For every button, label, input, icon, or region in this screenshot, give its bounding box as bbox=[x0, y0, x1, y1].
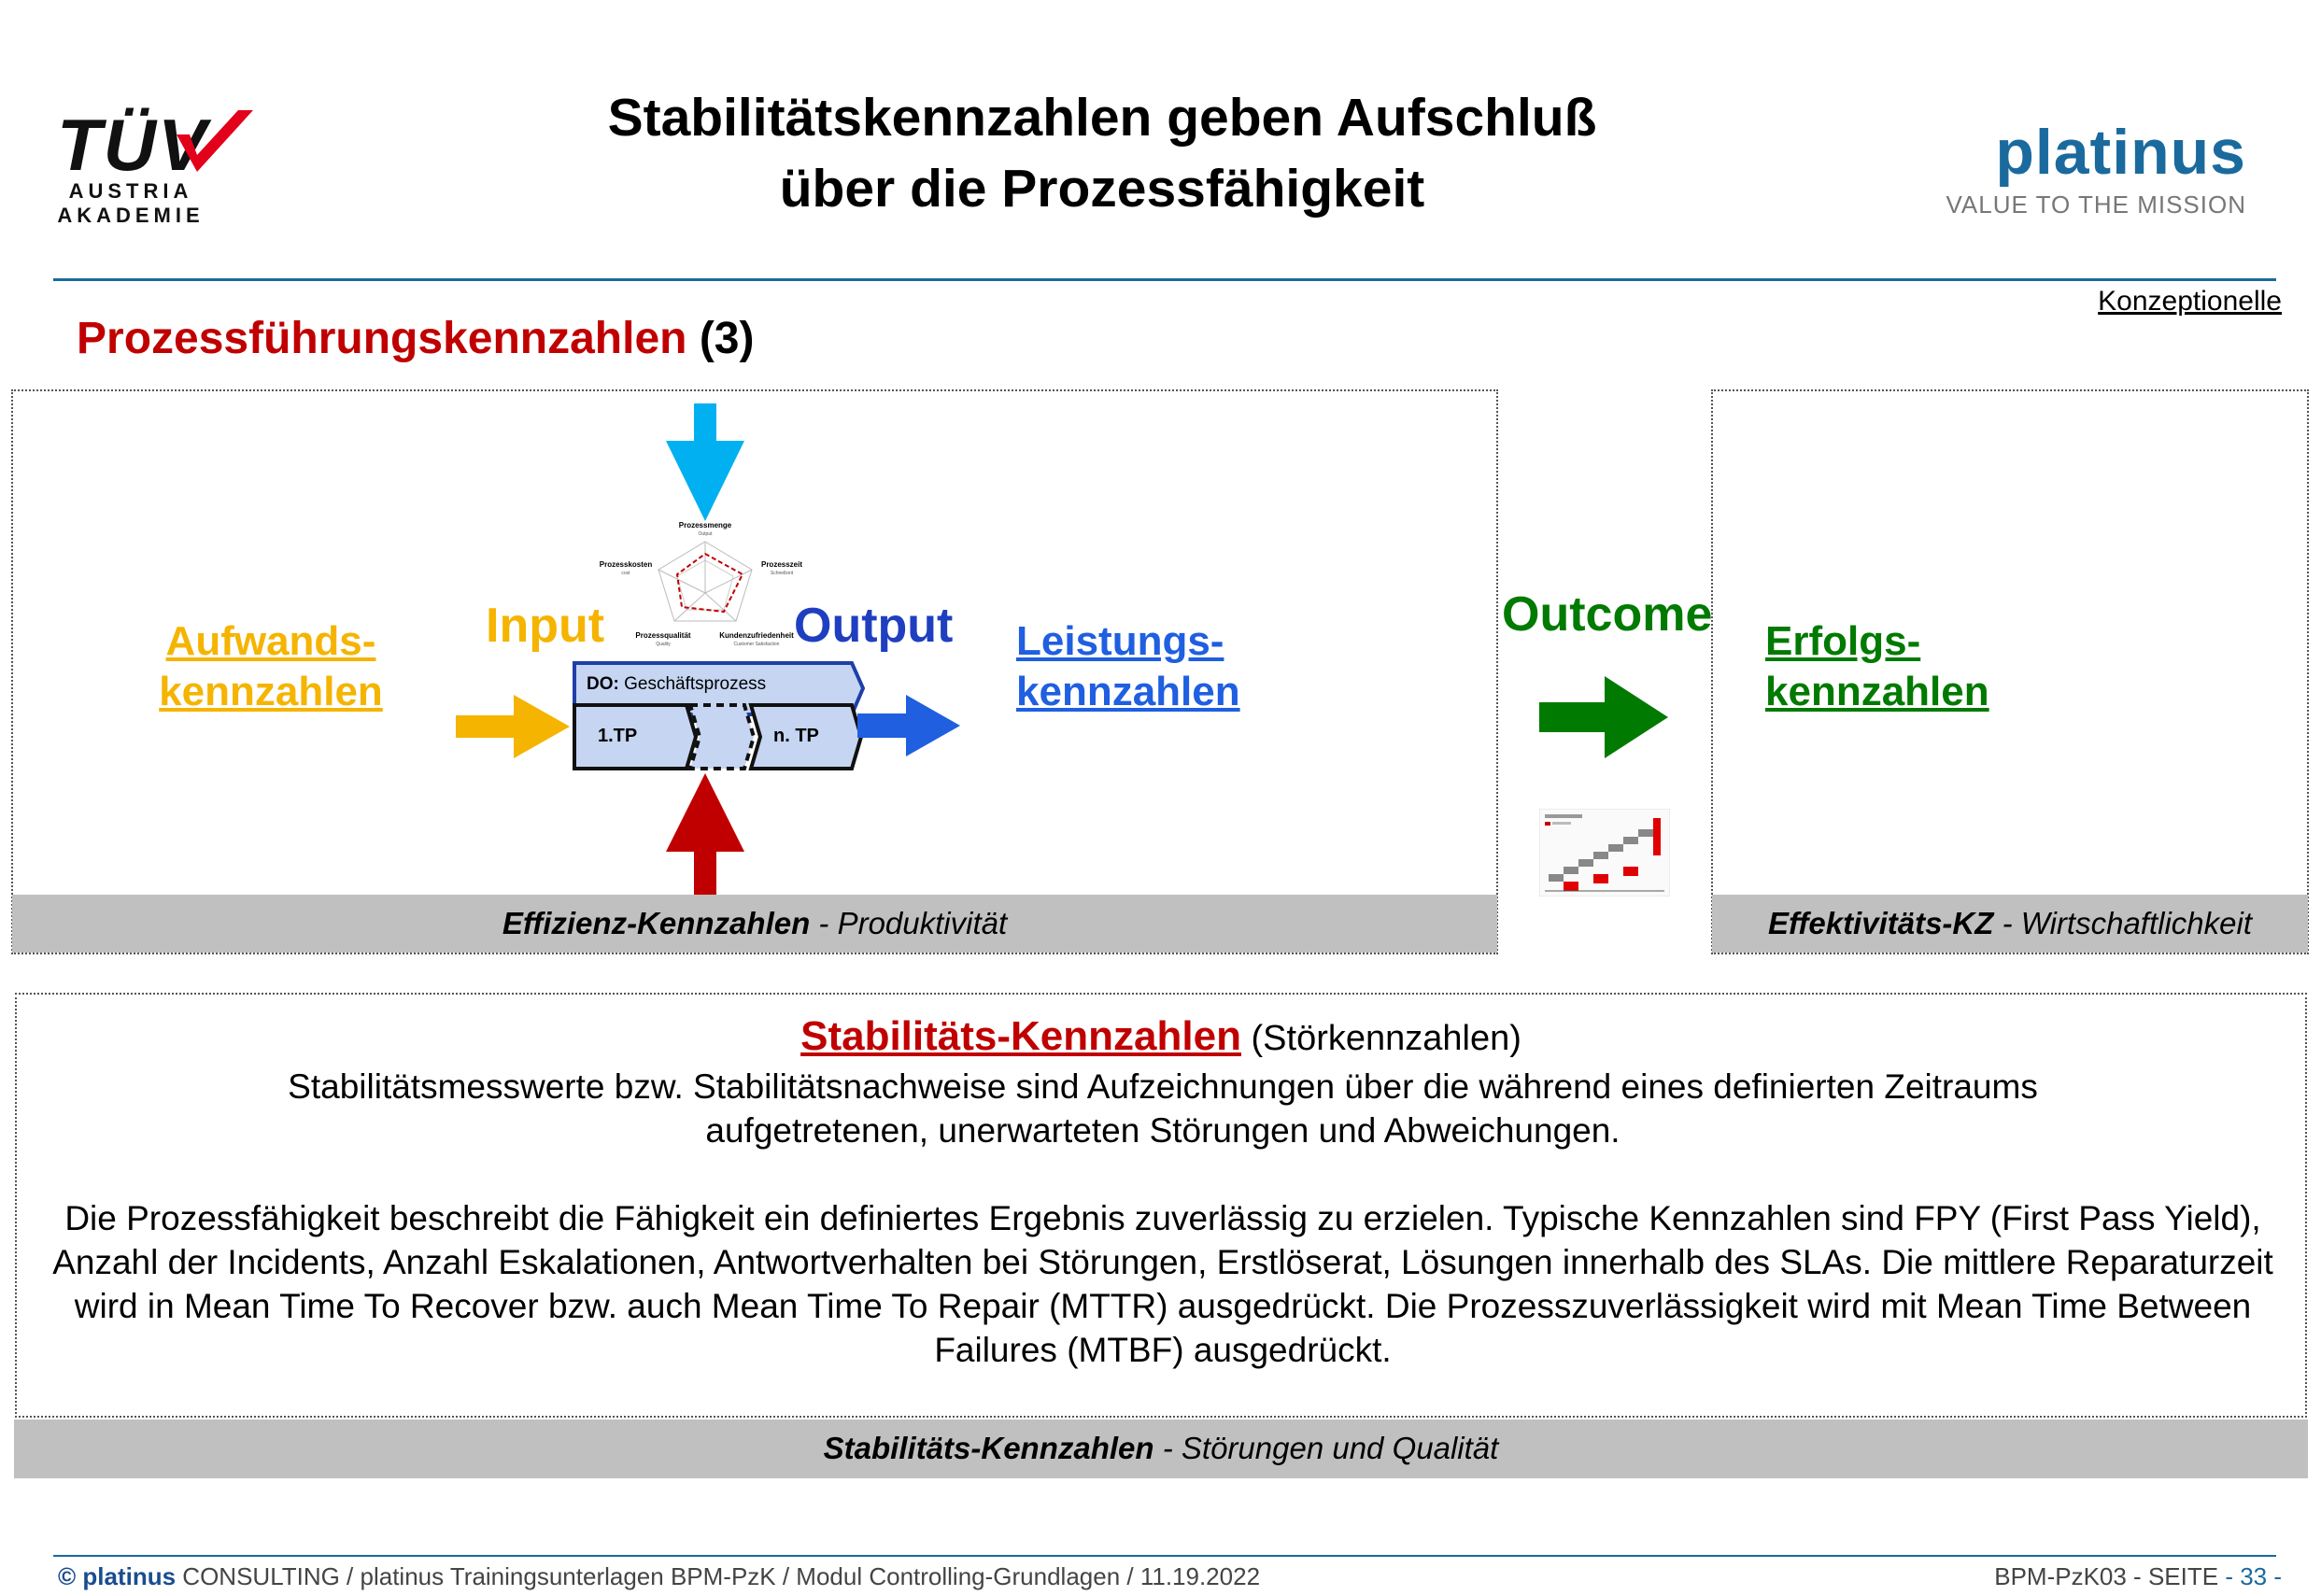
konzeptionelle-link[interactable]: Konzeptionelle bbox=[2098, 286, 2282, 317]
platinus-logo-tagline: VALUE TO THE MISSION bbox=[1946, 191, 2246, 219]
effectiveness-bar: Effektivitäts-KZ - Wirtschaftlichkeit bbox=[1712, 895, 2308, 953]
top-arrow-icon bbox=[658, 403, 752, 523]
output-label: Output bbox=[794, 599, 954, 653]
process-step-first: 1.TP bbox=[598, 726, 638, 746]
stability-bar: Stabilitäts-Kennzahlen - Störungen und Qualität bbox=[14, 1419, 2308, 1478]
radar-label-bottom-right: Kundenzufriedenheit bbox=[719, 631, 794, 640]
output-arrow-icon bbox=[857, 693, 962, 758]
checkmark-icon bbox=[149, 106, 261, 181]
footer-right: BPM-PzK03 - SEITE - 33 - bbox=[1994, 1562, 2282, 1590]
process-step-last: n. TP bbox=[773, 726, 819, 746]
footer-left: © platinus CONSULTING / platinus Trainingsunterlagen BPM-PzK / Modul Controlling-Grundlagen / 11.19.2022 bbox=[58, 1562, 1261, 1590]
input-arrow-icon bbox=[456, 693, 573, 760]
leistung-kennzahlen-link[interactable]: Leistungs- kennzahlen bbox=[1016, 618, 1240, 714]
tuv-logo bbox=[51, 103, 219, 227]
business-process-diagram bbox=[572, 660, 870, 772]
radar-label-top: Prozessmenge bbox=[678, 521, 732, 530]
bottom-arrow-icon bbox=[658, 773, 752, 895]
platinus-logo bbox=[1946, 117, 2247, 219]
page-number: - 33 - bbox=[2225, 1562, 2282, 1590]
page-title: Stabilitätskennzahlen geben Aufschluß über die Prozessfähigkeit bbox=[607, 88, 1597, 219]
section-title: Prozessführungskennzahlen (3) bbox=[77, 314, 755, 363]
stability-heading: Stabilitäts-Kennzahlen (Störkennzahlen) bbox=[800, 1013, 1521, 1059]
footer-divider bbox=[53, 1555, 2276, 1557]
tuv-logo-subtitle: AUSTRIA AKADEMIE bbox=[57, 179, 205, 227]
radar-sublabel-left: cost bbox=[621, 571, 630, 576]
staircase-chart-thumbnail bbox=[1539, 809, 1670, 897]
input-label: Input bbox=[486, 599, 605, 653]
radar-sublabel-bottom-right: Customer Satisfaction bbox=[733, 642, 780, 647]
radar-label-bottom-left: Prozessqualität bbox=[635, 631, 691, 640]
stability-paragraph-1: Stabilitätsmesswerte bzw. Stabilitätsnachweise sind Aufzeichnungen über die während eines definierten Zeitraums aufgetretenen, unerwarteten Störungen und Abweichungen. bbox=[288, 1067, 2038, 1150]
radar-label-left: Prozesskosten bbox=[599, 560, 653, 569]
outcome-arrow-icon bbox=[1539, 674, 1670, 760]
radar-sublabel-top: Output bbox=[698, 531, 713, 537]
process-title: DO: Geschäftsprozess bbox=[587, 674, 767, 694]
efficiency-bar: Effizienz-Kennzahlen - Produktivität bbox=[12, 895, 1497, 953]
outcome-label: Outcome bbox=[1502, 587, 1713, 642]
radar-chart-icon bbox=[588, 518, 822, 658]
aufwand-kennzahlen-link[interactable]: Aufwands- kennzahlen bbox=[159, 618, 383, 714]
tuv-logo-word: TÜV bbox=[57, 104, 208, 186]
radar-sublabel-bottom-left: Quality bbox=[656, 642, 671, 647]
radar-label-right: Prozesszeit bbox=[760, 560, 803, 569]
platinus-logo-name: platinus bbox=[1995, 117, 2246, 188]
stability-description bbox=[47, 1065, 2279, 1416]
header-divider bbox=[53, 278, 2276, 281]
stability-paragraph-2: Die Prozessfähigkeit beschreibt die Fähigkeit ein definiertes Ergebnis zuverlässig zu erzielen. Typische Kennzahlen sind FPY (First Pass Yield), Anzahl der Incidents, Anzahl Eskalationen, Antwortverhalten bei Störungen, Erstlöserat, Lösungen innerhalb des SLAs. Die mittlere Reparaturzeit wird in Mean Time To Recover bzw. auch Mean Time To Repair (MTTR) ausgedrückt. Die Prozesszuverlässigkeit wird mit Mean Time Between Failures (MTBF) ausgedrückt. bbox=[52, 1199, 2273, 1369]
erfolg-kennzahlen-link[interactable]: Erfolgs- kennzahlen bbox=[1765, 618, 1989, 714]
radar-sublabel-right: Schnellzeit bbox=[770, 571, 794, 576]
